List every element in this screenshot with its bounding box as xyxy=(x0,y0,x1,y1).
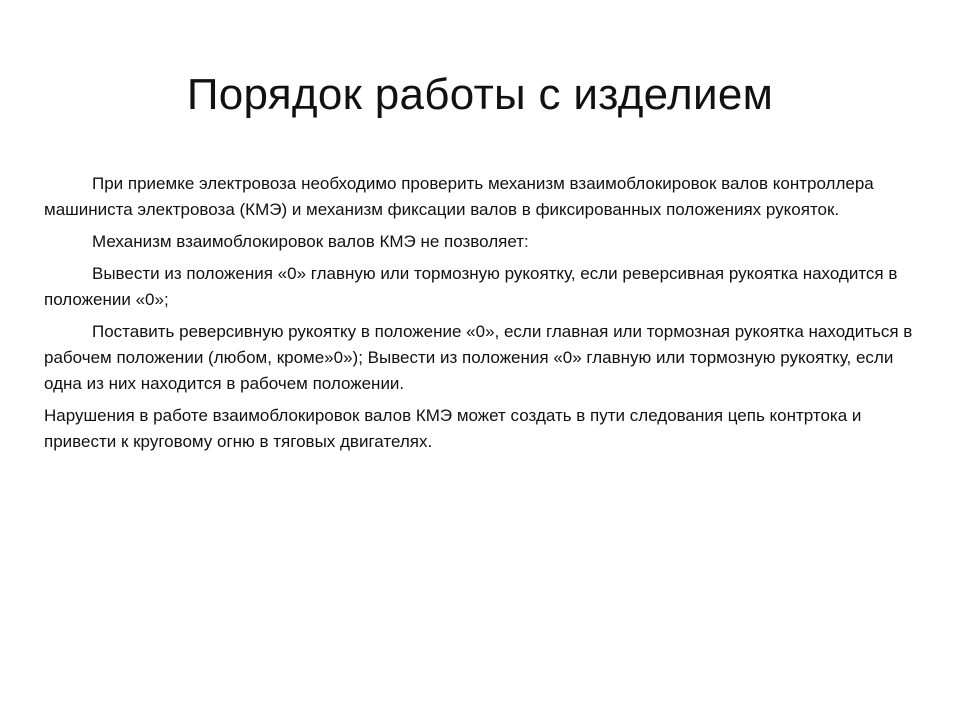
paragraph-consequences: Нарушения в работе взаимоблокировок валов КМЭ может создать в пути следования цепь контртока и привести к круговому огню в тяговых двигателях. xyxy=(44,406,862,451)
paragraph-acceptance-check: При приемке электровоза необходимо проверить механизм взаимоблокировок валов контроллера машиниста электровоза (КМЭ) и механизм фиксации валов в фиксированных положениях рукояток. xyxy=(44,174,874,219)
paragraph-interlock-intro: Механизм взаимоблокировок валов КМЭ не позволяет: xyxy=(92,232,529,251)
paragraph-interlock-rule-2: Поставить реверсивную рукоятку в положение «0», если главная или тормозная рукоятка находиться в рабочем положении (любом, кроме»0»); Вывести из положения «0» главную или тормозную рукоятку, если одна из них находится в рабочем положении. xyxy=(44,322,913,393)
paragraph-interlock-rule-1: Вывести из положения «0» главную или тормозную рукоятку, если реверсивная рукоятка находится в положении «0»; xyxy=(44,264,898,309)
slide-body xyxy=(44,171,920,461)
slide-title: Порядок работы с изделием xyxy=(186,70,774,119)
